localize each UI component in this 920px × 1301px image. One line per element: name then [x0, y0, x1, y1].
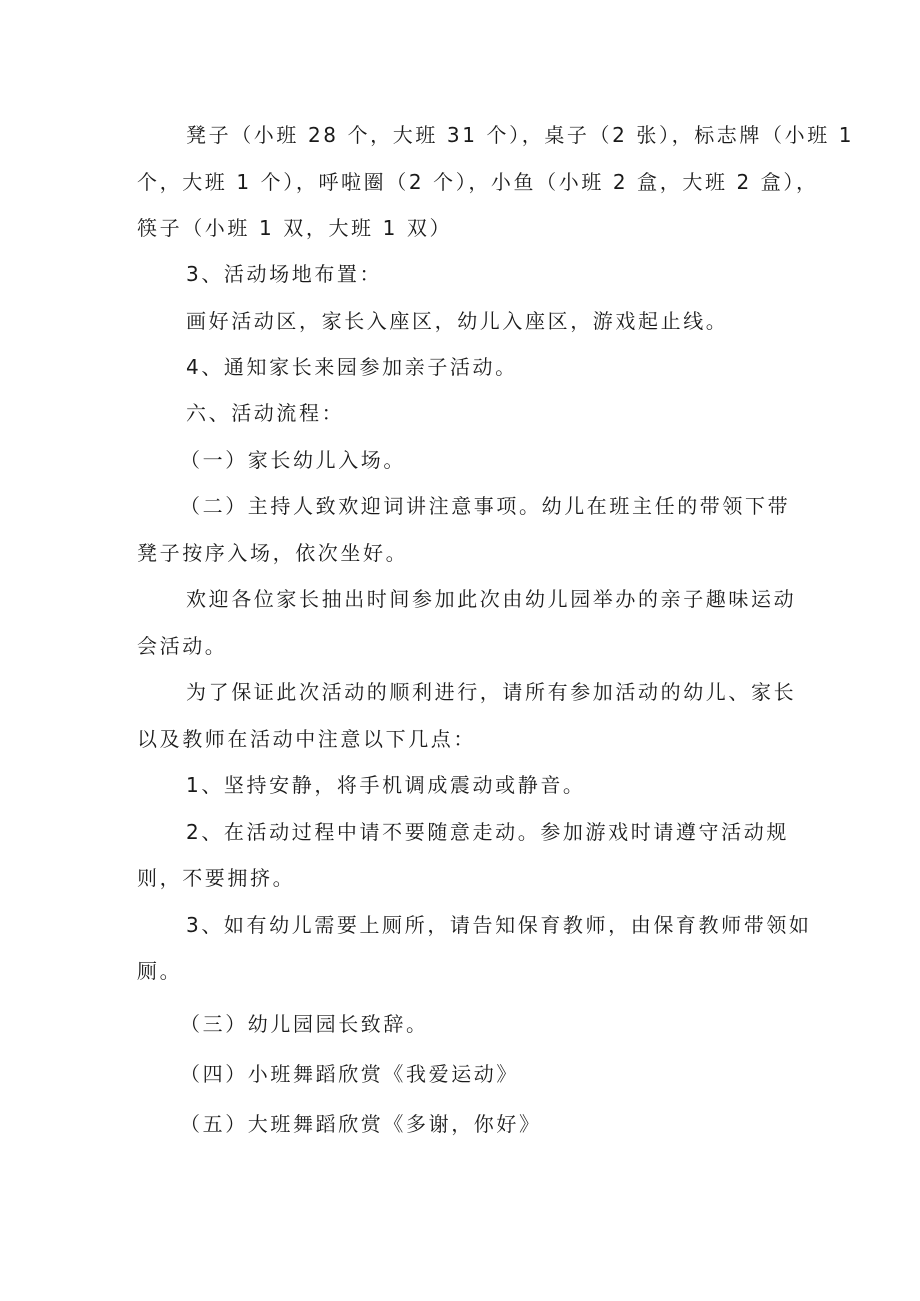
- paragraph-line: 筷子（小班 1 双，大班 1 双）: [137, 216, 453, 240]
- paragraph-line: 4、通知家长来园参加亲子活动。: [186, 355, 518, 379]
- paragraph-line: 凳子按序入场，依次坐好。: [137, 541, 409, 565]
- paragraph-line: 1、坚持安静，将手机调成震动或静音。: [186, 773, 586, 797]
- paragraph-line: 厕。: [137, 959, 183, 983]
- paragraph-line: （一）家长幼儿入场。: [180, 448, 406, 472]
- paragraph-line: （二）主持人致欢迎词讲注意事项。幼儿在班主任的带领下带: [180, 494, 791, 518]
- paragraph-line: 2、在活动过程中请不要随意走动。参加游戏时请遵守活动规: [186, 820, 789, 844]
- paragraph-line: 为了保证此次活动的顺利进行，请所有参加活动的幼儿、家长: [186, 680, 797, 704]
- paragraph-line: （三）幼儿园园长致辞。: [180, 1012, 429, 1036]
- paragraph-line: 欢迎各位家长抽出时间参加此次由幼儿园举办的亲子趣味运动: [186, 587, 797, 611]
- paragraph-line: （五）大班舞蹈欣赏《多谢，你好》: [180, 1112, 542, 1136]
- paragraph-line: 3、如有幼儿需要上厕所，请告知保育教师，由保育教师带领如: [186, 913, 812, 937]
- section-heading: 六、活动流程：: [186, 401, 345, 425]
- paragraph-line: 个，大班 1 个），呼啦圈（2 个），小鱼（小班 2 盒，大班 2 盒），: [137, 170, 819, 194]
- paragraph-line: 画好活动区，家长入座区，幼儿入座区，游戏起止线。: [186, 309, 729, 333]
- paragraph-line: 则，不要拥挤。: [137, 866, 296, 890]
- paragraph-line: （四）小班舞蹈欣赏《我爱运动》: [180, 1062, 519, 1086]
- paragraph-line: 3、活动场地布置：: [186, 262, 383, 286]
- paragraph-line: 以及教师在活动中注意以下几点：: [137, 727, 476, 751]
- paragraph-line: 凳子（小班 28 个，大班 31 个），桌子（2 张），标志牌（小班 1: [186, 123, 855, 147]
- paragraph-line: 会活动。: [137, 634, 228, 658]
